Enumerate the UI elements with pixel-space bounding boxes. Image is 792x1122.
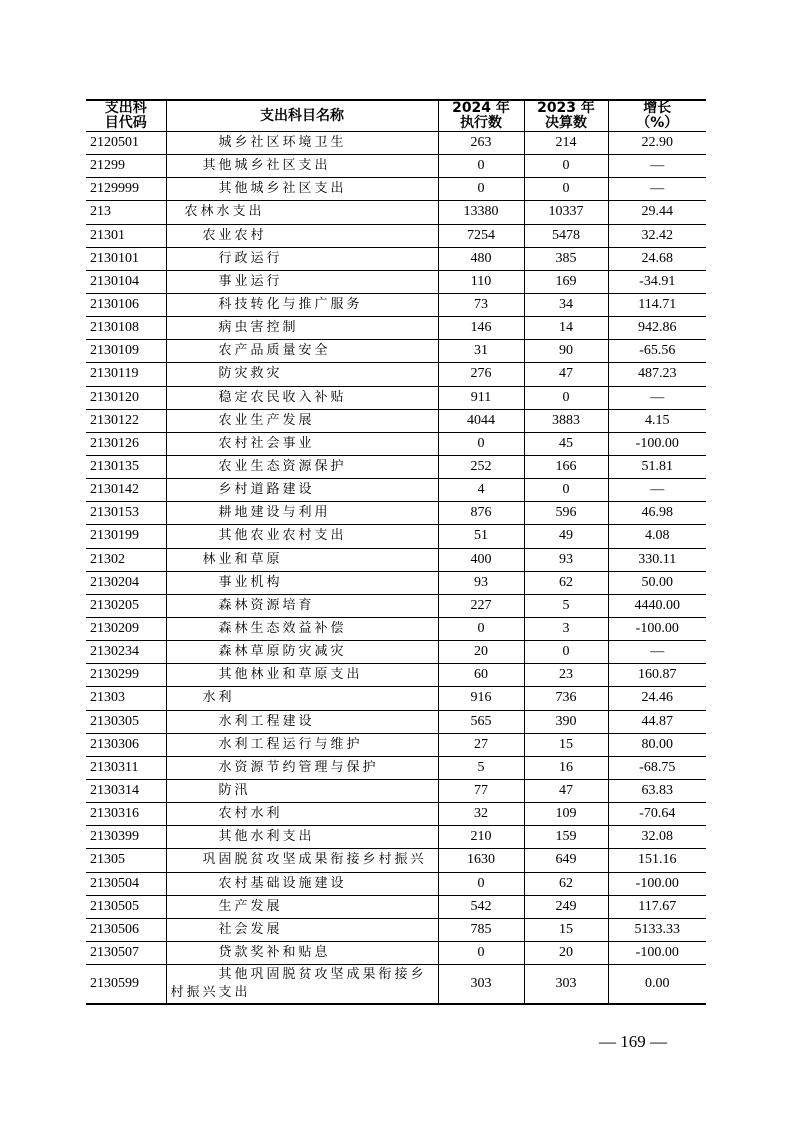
- cell-growth: 330.11: [608, 548, 706, 571]
- cell-code: 2130142: [86, 479, 166, 502]
- cell-growth: 22.90: [608, 132, 706, 155]
- cell-2023: 20: [524, 941, 608, 964]
- cell-2024: 263: [438, 132, 524, 155]
- cell-growth: -100.00: [608, 941, 706, 964]
- cell-name: 事业机构: [166, 571, 438, 594]
- cell-name: 其他城乡社区支出: [166, 155, 438, 178]
- table-row: [86, 594, 706, 617]
- cell-2024: 0: [438, 941, 524, 964]
- cell-2024: 565: [438, 710, 524, 733]
- cell-2024: 0: [438, 617, 524, 640]
- cell-2023: 109: [524, 803, 608, 826]
- cell-name: 乡村道路建设: [166, 479, 438, 502]
- cell-code: 2130599: [86, 965, 166, 1005]
- table-row: [86, 664, 706, 687]
- cell-code: 2130205: [86, 594, 166, 617]
- cell-code: 2120501: [86, 132, 166, 155]
- cell-growth: 24.46: [608, 687, 706, 710]
- cell-2023: 0: [524, 479, 608, 502]
- cell-2023: 214: [524, 132, 608, 155]
- cell-name: 科技转化与推广服务: [166, 293, 438, 316]
- cell-growth: —: [608, 479, 706, 502]
- cell-code: 2130106: [86, 293, 166, 316]
- cell-growth: 32.42: [608, 224, 706, 247]
- cell-name: 林业和草原: [166, 548, 438, 571]
- header-2024: 2024 年 执行数: [438, 100, 524, 132]
- cell-growth: 5133.33: [608, 918, 706, 941]
- table-row: [86, 965, 706, 1005]
- cell-name: 水利工程运行与维护: [166, 733, 438, 756]
- cell-2024: 252: [438, 455, 524, 478]
- table-row: [86, 687, 706, 710]
- table-row: [86, 247, 706, 270]
- cell-code: 213: [86, 201, 166, 224]
- cell-2023: 649: [524, 849, 608, 872]
- cell-name: 农业生态资源保护: [166, 455, 438, 478]
- table-row: [86, 895, 706, 918]
- cell-2023: 15: [524, 733, 608, 756]
- cell-name: 生产发展: [166, 895, 438, 918]
- cell-2023: 90: [524, 340, 608, 363]
- cell-name: 森林草原防灾减灾: [166, 641, 438, 664]
- cell-code: 2130204: [86, 571, 166, 594]
- cell-2023: 159: [524, 826, 608, 849]
- table-row: [86, 918, 706, 941]
- cell-2023: 0: [524, 178, 608, 201]
- cell-code: 2130314: [86, 779, 166, 802]
- cell-name: 其他农业农村支出: [166, 525, 438, 548]
- table-row: [86, 779, 706, 802]
- cell-growth: 0.00: [608, 965, 706, 1005]
- table-body: [86, 132, 706, 1005]
- cell-2023: 3: [524, 617, 608, 640]
- cell-2024: 542: [438, 895, 524, 918]
- cell-code: 2130507: [86, 941, 166, 964]
- cell-growth: 29.44: [608, 201, 706, 224]
- cell-code: 21301: [86, 224, 166, 247]
- table-row: [86, 155, 706, 178]
- cell-code: 2130306: [86, 733, 166, 756]
- table-row: [86, 502, 706, 525]
- cell-2024: 110: [438, 270, 524, 293]
- cell-name: 其他巩固脱贫攻坚成果衔接乡村振兴支出: [166, 965, 438, 1005]
- cell-2024: 227: [438, 594, 524, 617]
- cell-growth: 942.86: [608, 317, 706, 340]
- cell-growth: -100.00: [608, 872, 706, 895]
- cell-growth: 160.87: [608, 664, 706, 687]
- cell-code: 2130311: [86, 756, 166, 779]
- cell-code: 2130101: [86, 247, 166, 270]
- cell-2023: 5478: [524, 224, 608, 247]
- table-row: [86, 409, 706, 432]
- cell-2024: 876: [438, 502, 524, 525]
- table-row: [86, 733, 706, 756]
- cell-code: 2130126: [86, 432, 166, 455]
- cell-name: 其他水利支出: [166, 826, 438, 849]
- cell-2024: 146: [438, 317, 524, 340]
- cell-growth: -34.91: [608, 270, 706, 293]
- cell-growth: 51.81: [608, 455, 706, 478]
- cell-2024: 77: [438, 779, 524, 802]
- cell-2024: 7254: [438, 224, 524, 247]
- cell-2023: 390: [524, 710, 608, 733]
- cell-code: 2130504: [86, 872, 166, 895]
- cell-2023: 62: [524, 872, 608, 895]
- cell-code: 2129999: [86, 178, 166, 201]
- cell-growth: -65.56: [608, 340, 706, 363]
- cell-2023: 49: [524, 525, 608, 548]
- cell-growth: 32.08: [608, 826, 706, 849]
- cell-2024: 4: [438, 479, 524, 502]
- cell-growth: -68.75: [608, 756, 706, 779]
- cell-2023: 47: [524, 363, 608, 386]
- page-number: — 169 —: [599, 1032, 667, 1051]
- cell-2023: 303: [524, 965, 608, 1005]
- cell-code: 2130506: [86, 918, 166, 941]
- table-row: [86, 201, 706, 224]
- cell-code: 2130135: [86, 455, 166, 478]
- cell-2023: 45: [524, 432, 608, 455]
- cell-name: 农产品质量安全: [166, 340, 438, 363]
- cell-code: 21299: [86, 155, 166, 178]
- cell-growth: -100.00: [608, 617, 706, 640]
- cell-name: 农业生产发展: [166, 409, 438, 432]
- table-row: [86, 432, 706, 455]
- cell-code: 2130153: [86, 502, 166, 525]
- cell-2023: 16: [524, 756, 608, 779]
- table-row: [86, 571, 706, 594]
- cell-growth: —: [608, 155, 706, 178]
- table-row: [86, 617, 706, 640]
- cell-code: 2130305: [86, 710, 166, 733]
- cell-2024: 73: [438, 293, 524, 316]
- cell-growth: 24.68: [608, 247, 706, 270]
- cell-name: 农业农村: [166, 224, 438, 247]
- cell-2023: 5: [524, 594, 608, 617]
- cell-2024: 785: [438, 918, 524, 941]
- cell-2024: 31: [438, 340, 524, 363]
- cell-2024: 60: [438, 664, 524, 687]
- cell-2024: 32: [438, 803, 524, 826]
- budget-table-container: [86, 99, 706, 1005]
- cell-code: 2130199: [86, 525, 166, 548]
- table-row: [86, 270, 706, 293]
- cell-growth: 4440.00: [608, 594, 706, 617]
- cell-code: 2130122: [86, 409, 166, 432]
- cell-2024: 13380: [438, 201, 524, 224]
- cell-2023: 736: [524, 687, 608, 710]
- cell-2023: 249: [524, 895, 608, 918]
- table-row: [86, 455, 706, 478]
- header-name: 支出科目名称: [166, 100, 438, 132]
- header-code: 支出科 目代码: [86, 100, 166, 132]
- table-row: [86, 340, 706, 363]
- table-row: [86, 941, 706, 964]
- cell-growth: 50.00: [608, 571, 706, 594]
- table-row: [86, 849, 706, 872]
- table-row: [86, 710, 706, 733]
- cell-name: 水利: [166, 687, 438, 710]
- cell-code: 21305: [86, 849, 166, 872]
- cell-2024: 916: [438, 687, 524, 710]
- cell-2023: 93: [524, 548, 608, 571]
- cell-name: 病虫害控制: [166, 317, 438, 340]
- cell-2024: 480: [438, 247, 524, 270]
- cell-code: 2130209: [86, 617, 166, 640]
- cell-code: 21302: [86, 548, 166, 571]
- table-row: [86, 641, 706, 664]
- cell-2023: 596: [524, 502, 608, 525]
- cell-2023: 169: [524, 270, 608, 293]
- cell-2024: 210: [438, 826, 524, 849]
- cell-name: 城乡社区环境卫生: [166, 132, 438, 155]
- cell-2023: 34: [524, 293, 608, 316]
- table-row: [86, 872, 706, 895]
- cell-growth: 80.00: [608, 733, 706, 756]
- cell-growth: -100.00: [608, 432, 706, 455]
- cell-growth: —: [608, 386, 706, 409]
- cell-code: 21303: [86, 687, 166, 710]
- table-row: [86, 317, 706, 340]
- cell-growth: 46.98: [608, 502, 706, 525]
- cell-name: 防汛: [166, 779, 438, 802]
- table-row: [86, 548, 706, 571]
- cell-2023: 15: [524, 918, 608, 941]
- cell-name: 巩固脱贫攻坚成果衔接乡村振兴: [166, 849, 438, 872]
- cell-growth: —: [608, 641, 706, 664]
- cell-code: 2130120: [86, 386, 166, 409]
- header-2023: 2023 年 决算数: [524, 100, 608, 132]
- cell-2023: 47: [524, 779, 608, 802]
- table-row: [86, 224, 706, 247]
- cell-name: 其他林业和草原支出: [166, 664, 438, 687]
- cell-2024: 20: [438, 641, 524, 664]
- expenditure-table: [86, 99, 706, 1005]
- cell-name: 防灾救灾: [166, 363, 438, 386]
- table-row: [86, 132, 706, 155]
- cell-2024: 400: [438, 548, 524, 571]
- cell-2024: 51: [438, 525, 524, 548]
- cell-name: 水利工程建设: [166, 710, 438, 733]
- cell-name: 农林水支出: [166, 201, 438, 224]
- cell-2023: 14: [524, 317, 608, 340]
- cell-2024: 4044: [438, 409, 524, 432]
- cell-2023: 0: [524, 155, 608, 178]
- cell-growth: 44.87: [608, 710, 706, 733]
- cell-2024: 93: [438, 571, 524, 594]
- cell-name: 森林资源培育: [166, 594, 438, 617]
- cell-code: 2130108: [86, 317, 166, 340]
- cell-growth: 114.71: [608, 293, 706, 316]
- cell-2024: 0: [438, 155, 524, 178]
- cell-2024: 303: [438, 965, 524, 1005]
- cell-growth: 151.16: [608, 849, 706, 872]
- cell-name: 社会发展: [166, 918, 438, 941]
- cell-2024: 0: [438, 872, 524, 895]
- cell-name: 耕地建设与利用: [166, 502, 438, 525]
- cell-growth: 4.08: [608, 525, 706, 548]
- cell-2024: 276: [438, 363, 524, 386]
- header-growth: 增长 （%）: [608, 100, 706, 132]
- table-row: [86, 293, 706, 316]
- cell-2023: 3883: [524, 409, 608, 432]
- cell-2023: 0: [524, 641, 608, 664]
- table-row: [86, 803, 706, 826]
- cell-growth: 117.67: [608, 895, 706, 918]
- table-header-row: [86, 100, 706, 132]
- cell-code: 2130316: [86, 803, 166, 826]
- cell-2024: 911: [438, 386, 524, 409]
- cell-name: 水资源节约管理与保护: [166, 756, 438, 779]
- cell-growth: 63.83: [608, 779, 706, 802]
- cell-code: 2130109: [86, 340, 166, 363]
- table-row: [86, 479, 706, 502]
- cell-code: 2130505: [86, 895, 166, 918]
- cell-2024: 5: [438, 756, 524, 779]
- cell-code: 2130104: [86, 270, 166, 293]
- cell-2023: 166: [524, 455, 608, 478]
- table-row: [86, 756, 706, 779]
- cell-code: 2130399: [86, 826, 166, 849]
- cell-name: 稳定农民收入补贴: [166, 386, 438, 409]
- cell-name: 农村社会事业: [166, 432, 438, 455]
- cell-2024: 0: [438, 432, 524, 455]
- cell-growth: 487.23: [608, 363, 706, 386]
- table-row: [86, 386, 706, 409]
- cell-2023: 23: [524, 664, 608, 687]
- cell-growth: 4.15: [608, 409, 706, 432]
- cell-name: 其他城乡社区支出: [166, 178, 438, 201]
- cell-code: 2130234: [86, 641, 166, 664]
- cell-name: 农村水利: [166, 803, 438, 826]
- table-row: [86, 525, 706, 548]
- cell-2024: 27: [438, 733, 524, 756]
- cell-2023: 385: [524, 247, 608, 270]
- cell-name: 事业运行: [166, 270, 438, 293]
- cell-code: 2130299: [86, 664, 166, 687]
- cell-name: 行政运行: [166, 247, 438, 270]
- cell-name: 贷款奖补和贴息: [166, 941, 438, 964]
- cell-name: 森林生态效益补偿: [166, 617, 438, 640]
- cell-code: 2130119: [86, 363, 166, 386]
- cell-2024: 1630: [438, 849, 524, 872]
- cell-2023: 0: [524, 386, 608, 409]
- cell-2023: 62: [524, 571, 608, 594]
- table-row: [86, 178, 706, 201]
- cell-growth: -70.64: [608, 803, 706, 826]
- cell-2023: 10337: [524, 201, 608, 224]
- table-row: [86, 363, 706, 386]
- cell-name: 农村基础设施建设: [166, 872, 438, 895]
- cell-growth: —: [608, 178, 706, 201]
- cell-2024: 0: [438, 178, 524, 201]
- table-row: [86, 826, 706, 849]
